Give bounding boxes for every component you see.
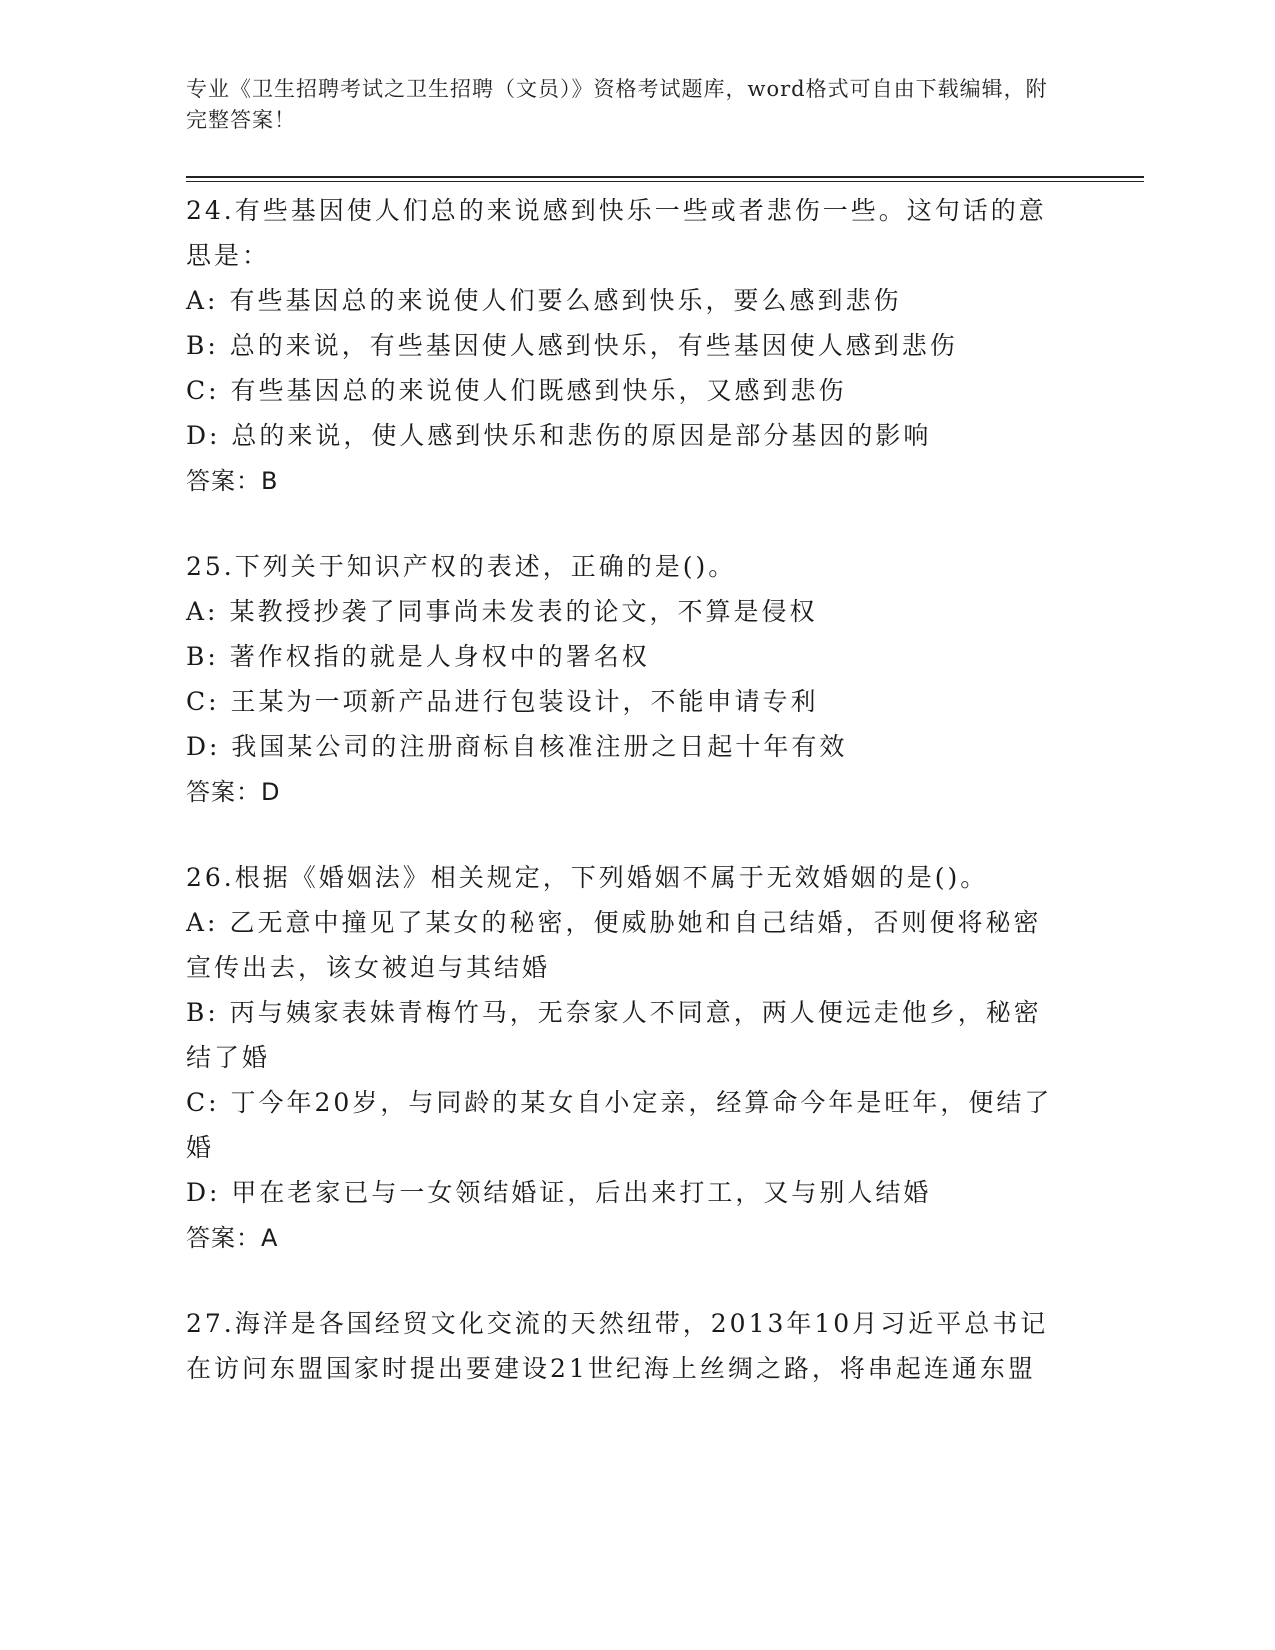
option-key: C: xyxy=(186,1088,220,1117)
answer-label: 答案：A xyxy=(186,1224,279,1252)
option-text: 著作权指的就是人身权中的署名权 xyxy=(229,642,650,671)
question-24 xyxy=(186,188,1066,504)
question-stem: 27.海洋是各国经贸文化交流的天然纽带，2013年10月习近平总书记在访问东盟国家时提出要建设21世纪海上丝绸之路，将串起连通东盟 xyxy=(186,1309,1049,1383)
question-stem: 25.下列关于知识产权的表述，正确的是()。 xyxy=(186,552,737,581)
question-list xyxy=(186,188,1066,1431)
option-text: 乙无意中撞见了某女的秘密，便威胁她和自己结婚，否则便将秘密宣传出去，该女被迫与其结婚 xyxy=(186,908,1042,982)
header-divider-thick xyxy=(186,176,1144,178)
option-a xyxy=(186,278,1066,323)
option-key: C: xyxy=(186,376,220,405)
question-stem: 24.有些基因使人们总的来说感到快乐一些或者悲伤一些。这句话的意思是： xyxy=(186,196,1047,270)
option-text: 有些基因总的来说使人们要么感到快乐，要么感到悲伤 xyxy=(229,286,902,315)
option-text: 总的来说，使人感到快乐和悲伤的原因是部分基因的影响 xyxy=(231,421,932,450)
option-b xyxy=(186,990,1066,1080)
option-key: D: xyxy=(186,1178,221,1207)
option-d xyxy=(186,1170,1066,1215)
option-c xyxy=(186,368,1066,413)
option-text: 丙与姨家表妹青梅竹马，无奈家人不同意，两人便远走他乡，秘密结了婚 xyxy=(186,998,1042,1072)
option-key: D: xyxy=(186,732,221,761)
option-d xyxy=(186,724,1066,769)
question-25 xyxy=(186,544,1066,815)
option-key: B: xyxy=(186,998,219,1027)
option-c xyxy=(186,1080,1066,1170)
option-b xyxy=(186,323,1066,368)
option-key: D: xyxy=(186,421,221,450)
question-27 xyxy=(186,1301,1066,1391)
option-a xyxy=(186,589,1066,634)
option-key: B: xyxy=(186,331,219,360)
option-a xyxy=(186,900,1066,990)
question-26 xyxy=(186,855,1066,1261)
option-text: 总的来说，有些基因使人感到快乐，有些基因使人感到悲伤 xyxy=(229,331,958,360)
option-text: 甲在老家已与一女领结婚证，后出来打工，又与别人结婚 xyxy=(231,1178,932,1207)
header-divider-thin xyxy=(186,181,1144,182)
option-key: B: xyxy=(186,642,219,671)
document-header: 专业《卫生招聘考试之卫生招聘（文员）》资格考试题库，word格式可自由下载编辑，附完整答案！ xyxy=(186,77,1048,132)
answer-label: 答案：B xyxy=(186,467,279,495)
option-d xyxy=(186,413,1066,458)
answer-label: 答案：D xyxy=(186,778,281,806)
option-text: 我国某公司的注册商标自核准注册之日起十年有效 xyxy=(231,732,848,761)
option-text: 丁今年20岁，与同龄的某女自小定亲，经算命今年是旺年，便结了婚 xyxy=(186,1088,1053,1162)
option-key: A: xyxy=(186,908,219,937)
option-key: A: xyxy=(186,597,219,626)
option-text: 某教授抄袭了同事尚未发表的论文，不算是侵权 xyxy=(229,597,818,626)
option-b xyxy=(186,634,1066,679)
question-stem: 26.根据《婚姻法》相关规定，下列婚姻不属于无效婚姻的是()。 xyxy=(186,863,989,892)
option-text: 王某为一项新产品进行包装设计，不能申请专利 xyxy=(230,687,819,716)
option-c xyxy=(186,679,1066,724)
option-key: A: xyxy=(186,286,219,315)
option-key: C: xyxy=(186,687,220,716)
option-text: 有些基因总的来说使人们既感到快乐，又感到悲伤 xyxy=(230,376,847,405)
